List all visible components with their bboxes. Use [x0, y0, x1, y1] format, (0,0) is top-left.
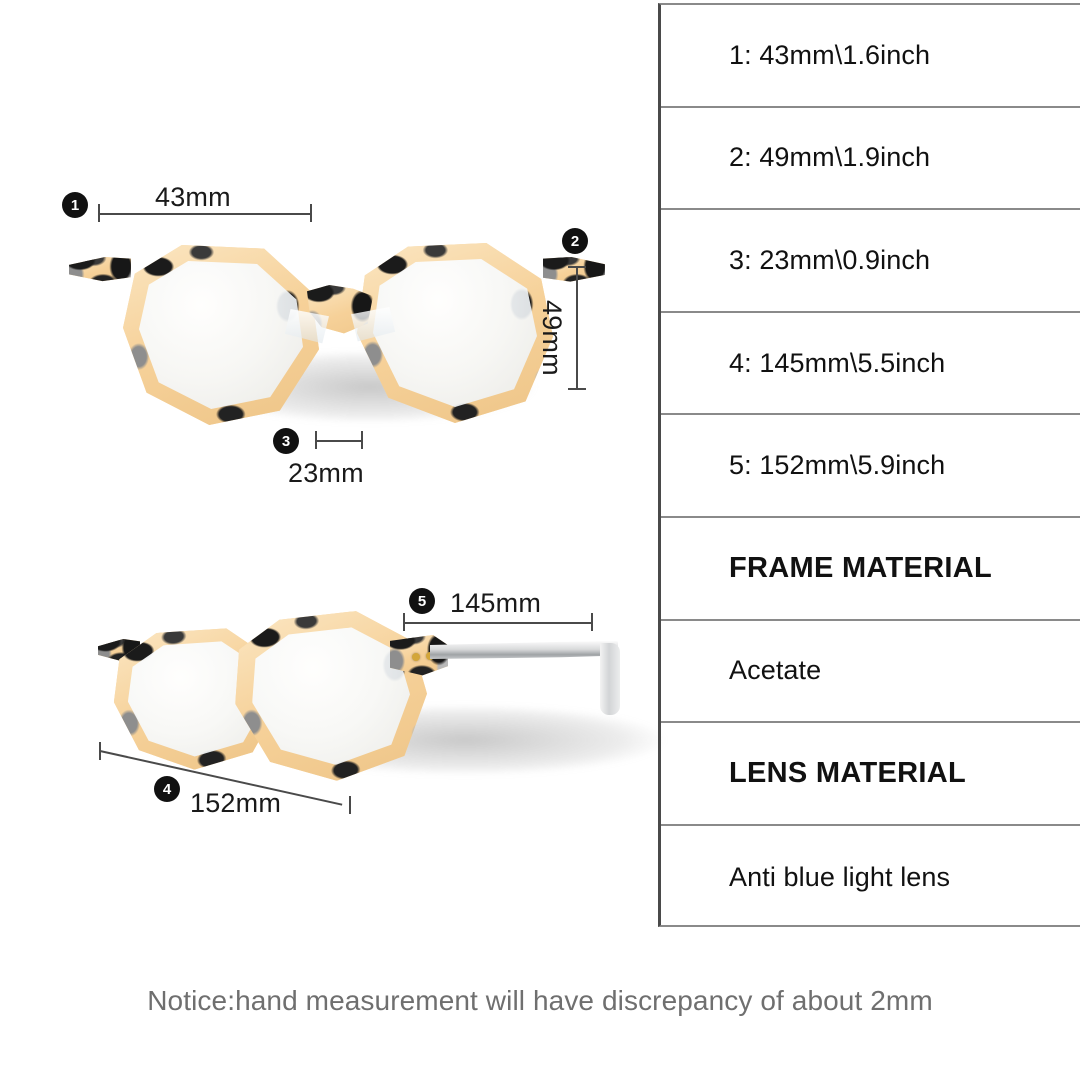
- rivet-1: [412, 653, 420, 661]
- lens-right: [373, 259, 537, 407]
- spec-value-4: 4: 145mm\5.5inch: [729, 347, 946, 378]
- dimension-tick-right-23mm: [361, 431, 363, 449]
- spec-row-4: [661, 313, 1080, 416]
- spec-row-frame-material-heading: [661, 518, 1080, 621]
- lens-material-heading: LENS MATERIAL: [729, 756, 966, 789]
- specification-table: [658, 3, 1080, 927]
- dimension-line-49mm: [576, 266, 578, 390]
- dimension-marker-1: 1: [62, 192, 88, 218]
- spec-row-frame-material-value: [661, 621, 1080, 724]
- dimension-label-49mm: 49mm: [537, 300, 567, 376]
- temple-front-left: [69, 257, 131, 285]
- spec-row-3: [661, 210, 1080, 313]
- dimension-tick-bottom-49mm: [568, 388, 586, 390]
- dimension-label-145mm: 145mm: [450, 588, 542, 618]
- spec-row-2: [661, 108, 1080, 211]
- dimension-tick-left-43mm: [98, 204, 100, 222]
- spec-row-5: [661, 415, 1080, 518]
- frame-material-value: Acetate: [729, 655, 822, 686]
- dimension-marker-4: 4: [154, 776, 180, 802]
- dimension-line-43mm: [98, 213, 312, 215]
- dimension-label-43mm: 43mm: [155, 182, 231, 212]
- frame-material-heading: FRAME MATERIAL: [729, 551, 993, 584]
- dimension-label-23mm: 23mm: [288, 458, 364, 488]
- dimension-marker-3: 3: [273, 428, 299, 454]
- eyeglasses-side-image: [90, 605, 600, 775]
- dimension-tick-left-152mm: [99, 742, 101, 760]
- dimension-tick-left-23mm: [315, 431, 317, 449]
- temple-tip: [600, 643, 620, 715]
- temple-arm-metal: [430, 641, 618, 663]
- dimension-label-152mm: 152mm: [190, 788, 282, 818]
- dimension-marker-5: 5: [409, 588, 435, 614]
- measurement-notice: Notice:hand measurement will have discrepancy of about 2mm: [147, 985, 933, 1016]
- lens-material-value: Anti blue light lens: [729, 861, 951, 892]
- spec-row-lens-material-value: [661, 826, 1080, 929]
- spec-row-lens-material-heading: [661, 723, 1080, 826]
- dimension-tick-right-43mm: [310, 204, 312, 222]
- spec-row-1: [661, 5, 1080, 108]
- eyeglasses-front-image: [85, 243, 590, 428]
- lens-left: [139, 261, 303, 409]
- dimension-line-23mm: [315, 440, 363, 442]
- dimension-marker-2: 2: [562, 228, 588, 254]
- lens-near: [247, 624, 414, 771]
- spec-value-3: 3: 23mm\0.9inch: [729, 244, 931, 275]
- dimension-tick-right-152mm: [349, 796, 351, 814]
- temple-front-right: [543, 257, 605, 285]
- dimension-tick-top-49mm: [568, 266, 586, 268]
- spec-value-5: 5: 152mm\5.9inch: [729, 450, 946, 481]
- spec-value-2: 2: 49mm\1.9inch: [729, 142, 931, 173]
- spec-value-1: 1: 43mm\1.6inch: [729, 39, 931, 70]
